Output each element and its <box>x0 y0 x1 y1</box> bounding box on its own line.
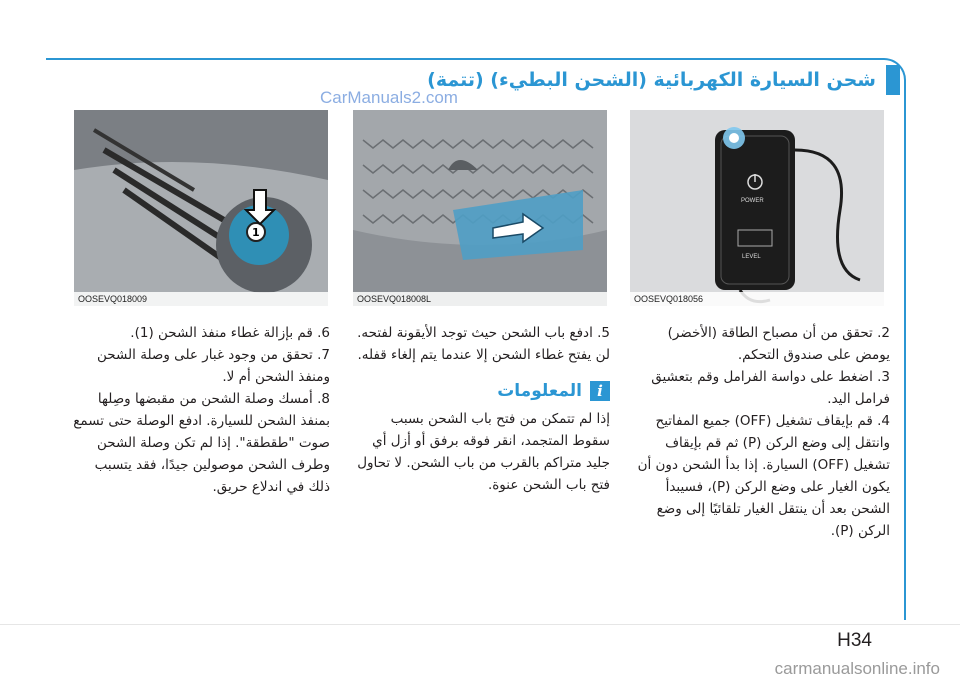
front-grille-illustration <box>353 110 607 306</box>
header-accent-bar <box>886 65 900 95</box>
photo-control-box <box>630 110 884 306</box>
step-5: 5. ادفع باب الشحن حيث توجد الأيقونة لفتحه. لن يفتح غطاء الشحن إلا عندما يتم إلغاء قفله. <box>357 325 610 363</box>
text-column-steps-2-4 <box>632 322 890 542</box>
info-title: المعلومات <box>497 381 582 401</box>
svg-text:1: 1 <box>252 226 260 239</box>
section-header <box>427 64 900 96</box>
photo-charging-port <box>74 110 328 306</box>
footer-divider <box>0 624 960 625</box>
photo-charge-door <box>353 110 607 306</box>
charging-port-illustration <box>74 110 328 306</box>
page-number: H34 <box>837 630 872 651</box>
step-2: 2. تحقق من أن مصباح الطاقة (الأخضر) يومض على صندوق التحكم. <box>667 325 890 363</box>
info-text: إذا لم تتمكن من فتح باب الشحن بسبب سقوط المتجمد، انقر فوقه برفق أو أزل أي جليد متراكم بالقرب من باب الشحن. لا تحاول فتح باب الشحن عنوة. <box>357 411 610 493</box>
info-icon: i <box>590 381 610 401</box>
step-4: 4. قم بإيقاف تشغيل (OFF) جميع المفاتيح وانتقل إلى وضع الركن (P) ثم قم بإيقاف تشغيل (OFF) السيارة. إذا بدأ الشحن دون أن يكون الغيار على وضع الركن (P)، فسيبدأ الشحن بعد أن ينتقل الغيار تلقائيًا إلى وضع الركن (P). <box>637 413 890 539</box>
photo-caption: OOSEVQ018056 <box>630 292 884 306</box>
level-label: LEVEL <box>742 254 761 260</box>
page-title: شحن السيارة الكهربائية (الشحن البطيء) (تتمة) <box>427 69 876 91</box>
step-8: 8. أمسك وصلة الشحن من مقبضها وصِلها بمنفذ الشحن للسيارة. ادفع الوصلة حتى تسمع صوت "طقطقة". إذا لم تكن وصلة الشحن وطرف الشحن موصولين جيدًا، فقد يتسبب ذلك في اندلاع حريق. <box>73 391 330 495</box>
photo-caption: OOSEVQ018009 <box>74 292 328 306</box>
watermark-bottom: carmanualsonline.info <box>774 659 940 678</box>
info-header <box>352 380 610 402</box>
photo-caption: OOSEVQ018008L <box>353 292 607 306</box>
step-6: 6. قم بإزالة غطاء منفذ الشحن (1). <box>130 325 330 341</box>
text-column-step-5 <box>352 322 610 496</box>
text-column-steps-6-8 <box>72 322 330 498</box>
power-label: POWER <box>741 198 764 204</box>
step-3: 3. اضغط على دواسة الفرامل وقم بتعشيق فرامل اليد. <box>651 369 890 407</box>
watermark-top: CarManuals2.com <box>320 88 458 107</box>
step-7: 7. تحقق من وجود غبار على وصلة الشحن ومنفذ الشحن أم لا. <box>97 347 330 385</box>
control-box-illustration <box>630 110 884 306</box>
